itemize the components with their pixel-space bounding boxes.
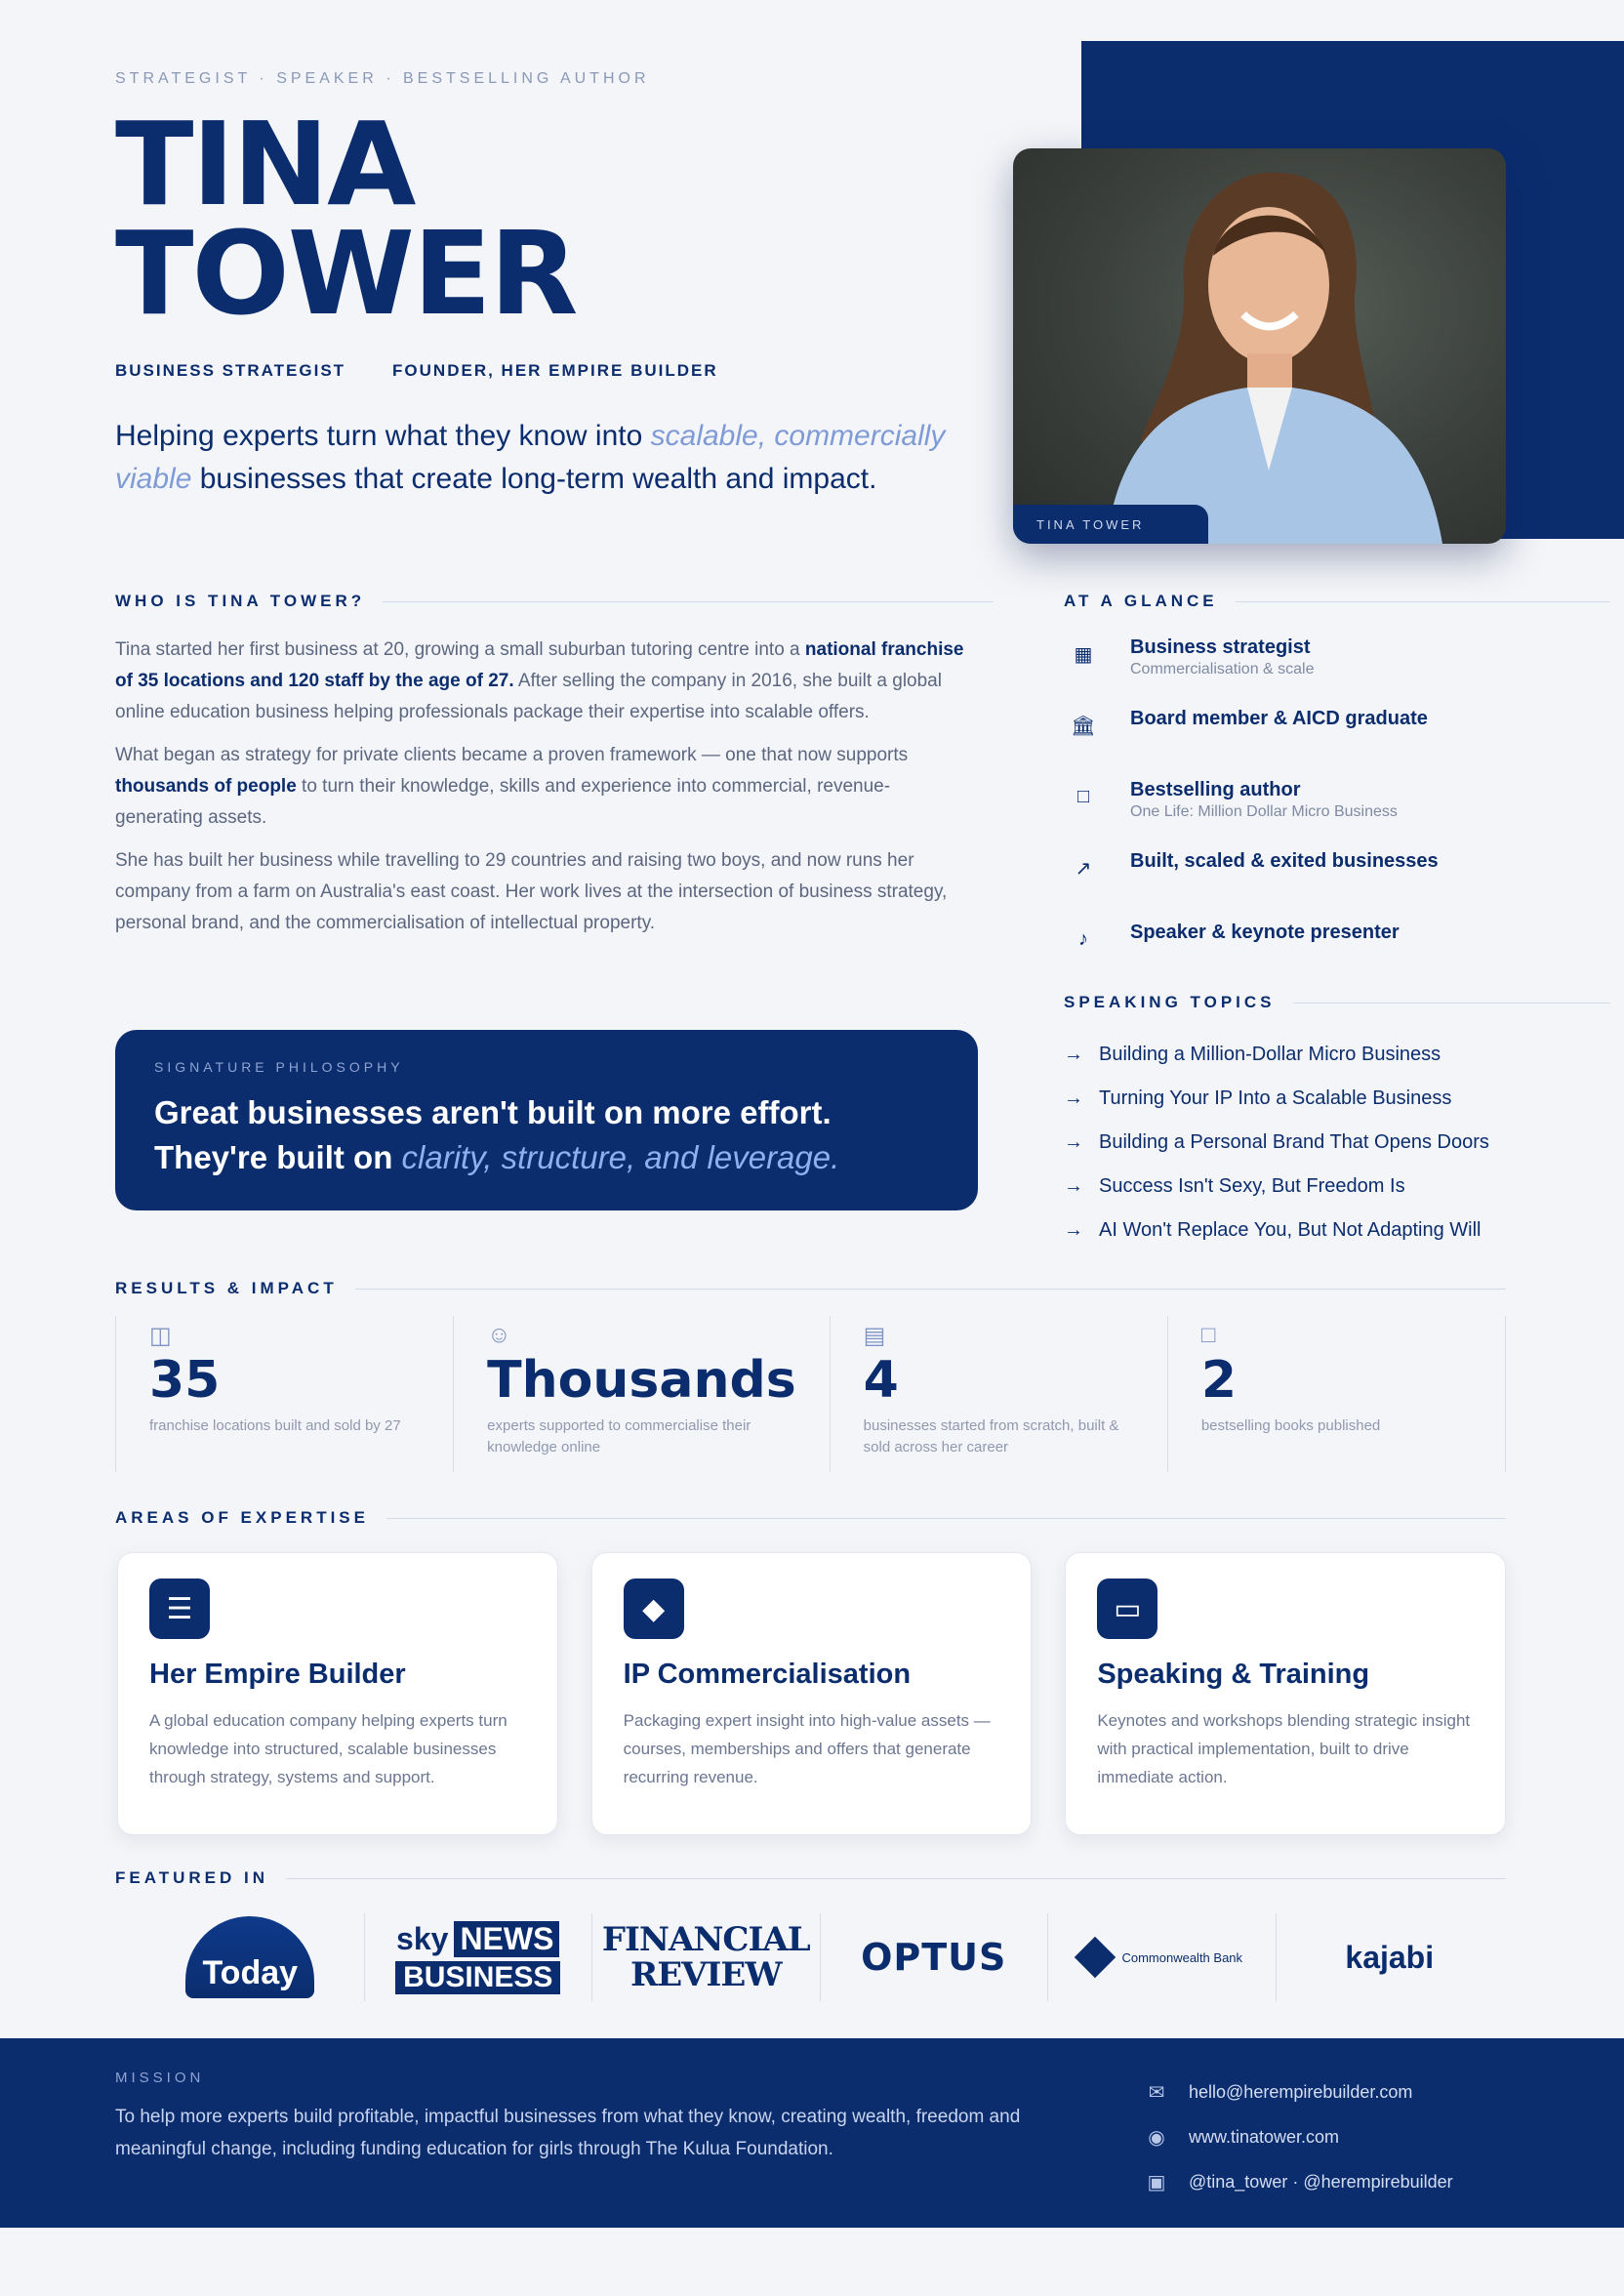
divider [383,601,994,602]
sky-text: sky [396,1920,449,1956]
contact-text[interactable]: @tina_tower · @herempirebuilder [1189,2171,1453,2192]
role-strategist: BUSINESS STRATEGIST [115,361,346,380]
list-item [1064,635,1610,706]
sky-news-top [396,1921,559,1957]
about-p2-c: to turn their knowledge, skills and experience into commercial, revenue-generating assets. [115,776,891,828]
divider [1293,1003,1611,1004]
about-section-label [115,592,994,611]
glance-title: Built, scaled & exited businesses [1130,850,1439,872]
logo-optus [820,1913,1048,2001]
page-title [115,97,577,341]
philosophy-line-1: Great businesses aren't built on more effort. [154,1094,832,1130]
portrait-photo [1013,148,1506,544]
list-item [1064,706,1610,777]
fin-line-2: REVIEW [629,1955,782,1994]
arrow-right-icon: → [1064,1131,1083,1153]
card-title: IP Commercialisation [623,1659,912,1690]
expertise-card [117,1552,558,1835]
card-title: Her Empire Builder [149,1659,406,1690]
diamond-icon [1075,1937,1116,1978]
card-title: Speaking & Training [1097,1659,1370,1690]
stat-desc: businesses started from scratch, built & sold across her career [863,1417,1119,1456]
expertise-card [1065,1552,1506,1835]
store-icon: ◫ [149,1323,172,1349]
building-icon: ▦ [1074,643,1093,666]
optus-logo-text: OPTUS [861,1936,1007,1979]
featured-section-label [115,1868,1506,1888]
stat-value: 35 [149,1351,221,1410]
list-item [1064,920,1610,991]
list-item [1064,1077,1610,1121]
topics-label-text: SPEAKING TOPICS [1064,993,1276,1011]
expertise-cards [117,1552,1506,1835]
logo-today [137,1913,364,2001]
expertise-card [591,1552,1033,1835]
stat-desc: franchise locations built and sold by 27 [149,1417,401,1434]
topic-label: Turning Your IP Into a Scalable Business [1099,1087,1452,1109]
book-icon: □ [1200,1322,1216,1348]
about-p1-a: Tina started her first business at 20, growing a small suburban tutoring centre into a [115,639,805,660]
arrow-right-icon: → [1064,1175,1083,1197]
divider [1236,601,1610,602]
stat-card [830,1316,1167,1472]
stat-card [453,1316,829,1472]
bank-icon: 🏛 [1071,715,1096,737]
book-icon: □ [1076,785,1090,807]
list-item [1064,1165,1610,1209]
philosophy-line-2-a: They're built on [154,1139,402,1175]
contact-website[interactable] [1144,2114,1593,2159]
glance-label-text: AT A GLANCE [1064,592,1218,610]
tagline-emphasis: scalable, commercially viable [115,420,946,495]
contact-instagram[interactable] [1144,2159,1593,2204]
role-founder: FOUNDER, HER EMPIRE BUILDER [392,361,718,380]
commonwealth-logo [1080,1943,1242,1972]
globe-icon: ◉ [1148,2126,1165,2149]
philosophy-line-2 [154,1135,939,1180]
trend-icon: ↗ [1075,857,1092,880]
portrait-illustration [1013,148,1506,544]
mission-text: To help more experts build profitable, impactful businesses from what they know, creating wealth, freedom and meaningful change, including funding education for girls through The Kulua Foundation. [115,2107,1021,2159]
fin-line-1: FINANCIAL [601,1920,810,1959]
divider [286,1878,1506,1879]
glance-sub: One Life: Million Dollar Micro Business [1130,803,1398,820]
divider [386,1518,1506,1519]
contact-email[interactable] [1144,2070,1593,2114]
news-text: NEWS [454,1921,559,1957]
topic-label: Building a Million-Dollar Micro Business [1099,1044,1441,1065]
about-p2-a: What began as strategy for private clients became a proven framework — one that now supports [115,745,909,765]
list-item [1064,777,1610,848]
sky-news-logo [395,1921,560,1994]
about-label-text: WHO IS TINA TOWER? [115,592,366,610]
mail-icon: ✉ [1148,2081,1165,2104]
expertise-label-text: AREAS OF EXPERTISE [115,1508,369,1527]
stats-row [115,1316,1506,1472]
stat-card [1167,1316,1506,1472]
results-section-label [115,1279,1506,1298]
kajabi-logo-text: kajabi [1345,1939,1435,1975]
glance-title: Board member & AICD graduate [1130,708,1428,729]
briefcase-icon: ▤ [863,1323,886,1349]
logo-financial-review [591,1913,820,2001]
contact-list [1144,2070,1593,2204]
glance-title: Business strategist [1130,636,1311,658]
presentation-icon: ▭ [1097,1578,1157,1639]
stat-value: 2 [1200,1351,1237,1410]
name-line-2: TOWER [115,206,577,341]
topics-list [1064,1033,1610,1252]
arrow-right-icon: → [1064,1219,1083,1241]
people-icon: ☺ [487,1322,511,1348]
stat-value: 4 [863,1351,899,1410]
philosophy-emphasis: clarity, structure, and leverage. [401,1139,840,1175]
about-p2-bold: thousands of people [115,776,297,797]
list-item [1064,1033,1610,1077]
about-text [115,635,974,951]
logo-commonwealth [1047,1913,1276,2001]
topic-label: AI Won't Replace You, But Not Adapting Will [1099,1219,1482,1241]
about-paragraph-2 [115,740,974,834]
topic-label: Building a Personal Brand That Opens Doors [1099,1131,1489,1153]
commonwealth-text: Commonwealth Bank [1121,1949,1243,1965]
stat-desc: bestselling books published [1200,1417,1381,1434]
logo-sky-news [364,1913,592,2001]
featured-label-text: FEATURED IN [115,1868,269,1887]
layers-icon: ☰ [149,1578,210,1639]
philosophy-box [115,1030,978,1210]
about-p1-bold: national franchise of 35 locations and 120 staff by the age of 27. [115,639,964,691]
tagline-part2: businesses that create long-term wealth and impact. [191,463,877,495]
name-line-1: TINA [115,97,415,231]
business-text: BUSINESS [395,1961,560,1994]
contact-text[interactable]: hello@herempirebuilder.com [1189,2081,1413,2102]
stat-value: Thousands [487,1351,796,1410]
roles [115,361,718,381]
card-desc: Keynotes and workshops blending strategic insight with practical implementation, built to drive immediate action. [1097,1711,1471,1786]
list-item [1064,848,1610,920]
today-logo-text: Today [185,1916,314,1998]
tagline-part1: Helping experts turn what they know into [115,420,651,452]
results-label-text: RESULTS & IMPACT [115,1279,338,1297]
contact-text[interactable]: www.tinatower.com [1189,2126,1340,2147]
card-desc: Packaging expert insight into high-value assets — courses, memberships and offers that generate recurring revenue. [623,1711,991,1786]
arrow-right-icon: → [1064,1044,1083,1065]
divider [355,1289,1506,1290]
financial-review-logo [602,1922,810,1992]
about-p1-c: After selling the company in 2016, she built a global online education business helping professionals package their expertise into scalable offers. [115,671,942,722]
list-item [1064,1121,1610,1165]
about-paragraph-1 [115,635,974,728]
mic-icon: ♪ [1078,927,1088,950]
topic-label: Success Isn't Sexy, But Freedom Is [1099,1175,1405,1197]
stat-desc: experts supported to commercialise their knowledge online [487,1417,751,1456]
glance-list [1064,635,1610,991]
instagram-icon: ▣ [1147,2171,1166,2194]
philosophy-label: SIGNATURE PHILOSOPHY [154,1059,404,1075]
diamond-icon: ◆ [624,1578,684,1639]
header-eyebrow: STRATEGIST · SPEAKER · BESTSELLING AUTHOR [115,70,650,87]
mission-label: MISSION [115,2070,205,2086]
logo-kajabi [1276,1913,1504,2001]
philosophy-quote [154,1090,939,1180]
glance-title: Bestselling author [1130,779,1301,800]
photo-caption: TINA TOWER [1013,505,1208,544]
card-desc: A global education company helping experts turn knowledge into structured, scalable businesses through strategy, systems and support. [149,1711,508,1786]
glance-title: Speaker & keynote presenter [1130,922,1400,943]
tagline [115,415,954,501]
topics-section-label [1064,993,1610,1012]
expertise-section-label [115,1508,1506,1528]
about-paragraph-3: She has built her business while travelling to 29 countries and raising two boys, and now runs her company from a farm on Australia's east coast. Her work lives at the intersection of business strategy, personal brand, and the commercialisation of intellectual property. [115,850,948,933]
arrow-right-icon: → [1064,1087,1083,1109]
glance-sub: Commercialisation & scale [1130,661,1315,677]
glance-section-label [1064,592,1610,611]
list-item [1064,1209,1610,1252]
featured-logos [137,1904,1503,2011]
stat-card [115,1316,453,1472]
